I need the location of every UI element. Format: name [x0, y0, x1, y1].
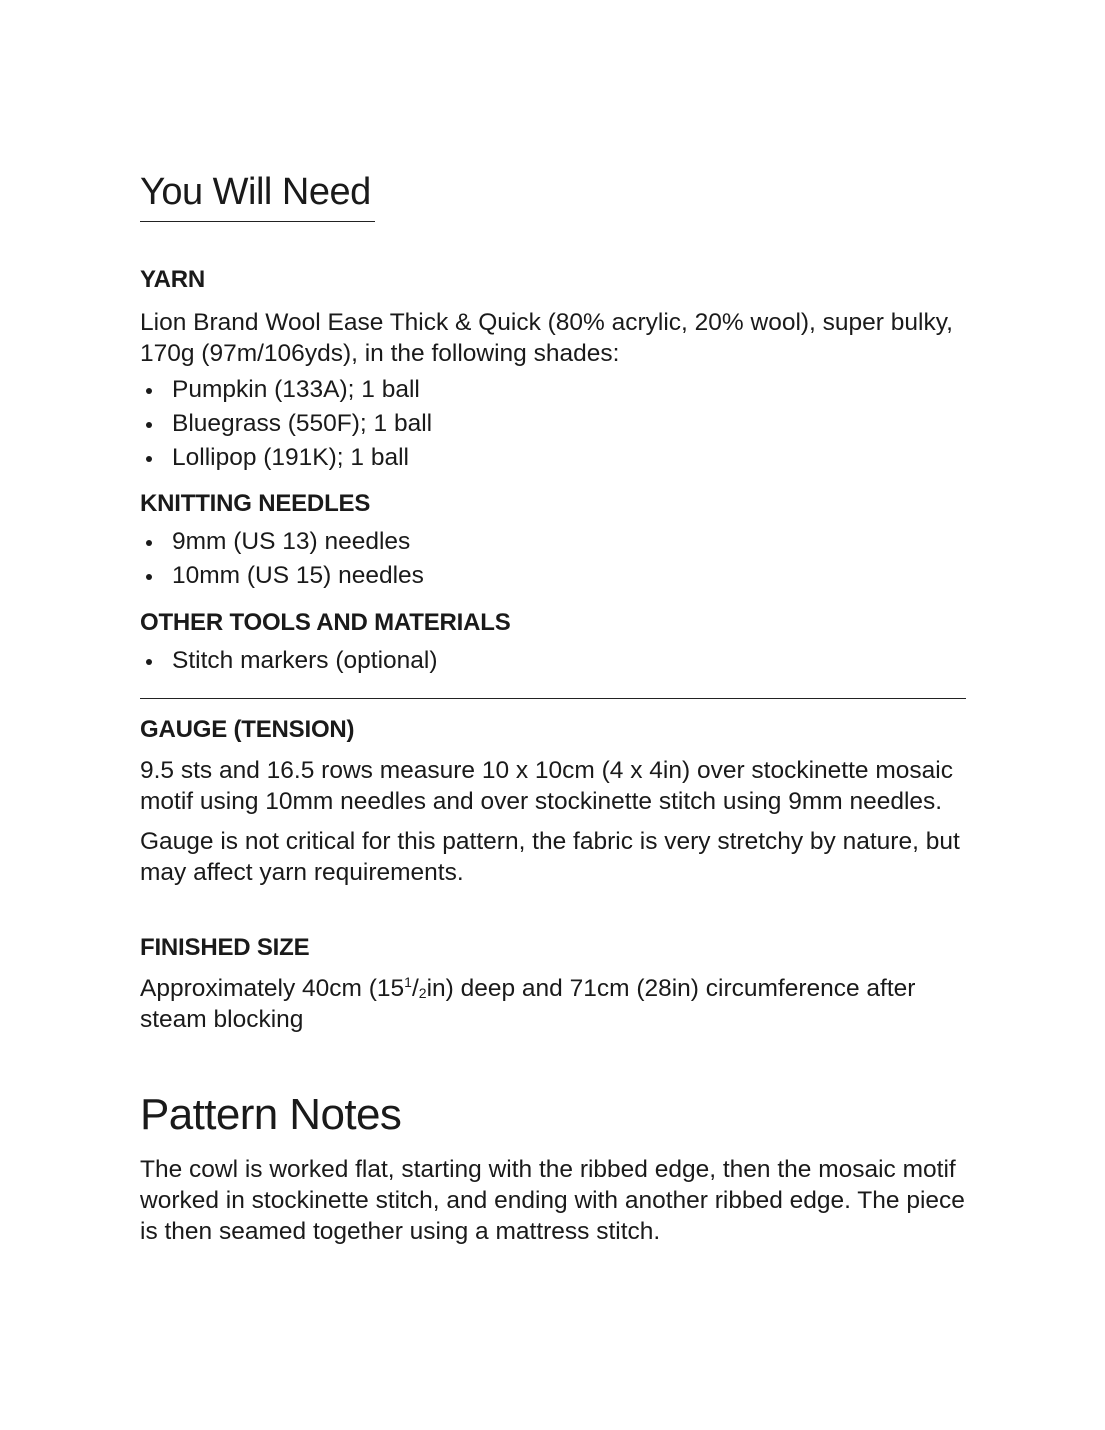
- bullet-icon: [146, 574, 152, 580]
- yarn-section: [140, 265, 966, 475]
- yarn-list: [140, 373, 966, 475]
- pattern-notes-paragraph: The cowl is worked flat, starting with the ribbed edge, then the mosaic motif worked in stockinette stitch, and ending with another ribbed edge. The piece is then seamed together using a mattress stitch.: [140, 1156, 965, 1245]
- yarn-heading: YARN: [140, 266, 206, 293]
- list-item: [140, 525, 966, 559]
- other-tools-heading: OTHER TOOLS AND MATERIALS: [140, 609, 511, 636]
- list-item: [140, 559, 966, 593]
- yarn-item-label: Pumpkin (133A); 1 ball: [172, 376, 420, 403]
- bullet-icon: [146, 540, 152, 546]
- needles-heading: KNITTING NEEDLES: [140, 490, 371, 517]
- gauge-note: Gauge is not critical for this pattern, the fabric is very stretchy by nature, but may affect yarn requirements.: [140, 828, 960, 886]
- list-item: [140, 644, 966, 678]
- yarn-item-label: Bluegrass (550F); 1 ball: [172, 410, 433, 437]
- gauge-heading: GAUGE (TENSION): [140, 716, 355, 743]
- fraction-separator: /: [411, 975, 419, 1002]
- list-item: [140, 407, 966, 441]
- title-underline: [140, 221, 375, 222]
- other-tools-list: [140, 644, 966, 678]
- finished-size-text-end: in) deep and 71cm (28in) circumference after steam blocking: [140, 975, 916, 1033]
- other-tools-item-label: Stitch markers (optional): [172, 647, 438, 674]
- bullet-icon: [146, 388, 152, 394]
- needles-section: [140, 489, 966, 593]
- other-tools-section: [140, 608, 966, 678]
- finished-size-text: [140, 973, 966, 1035]
- needles-list: [140, 525, 966, 593]
- fraction-numerator: 1: [404, 974, 412, 990]
- needles-item-label: 10mm (US 15) needles: [172, 562, 424, 589]
- bullet-icon: [146, 456, 152, 462]
- finished-size-heading: FINISHED SIZE: [140, 934, 310, 961]
- finished-size-section: [140, 933, 966, 1035]
- gauge-paragraph: 9.5 sts and 16.5 rows measure 10 x 10cm (4 x 4in) over stockinette mosaic motif using 10mm needles and over stockinette stitch using 9mm needles.: [140, 757, 953, 815]
- needles-item-label: 9mm (US 13) needles: [172, 528, 411, 555]
- finished-size-text-start: Approximately 40cm (15: [140, 975, 405, 1002]
- section-divider: [140, 698, 966, 699]
- page-title: You Will Need: [140, 171, 371, 213]
- bullet-icon: [146, 659, 152, 665]
- yarn-item-label: Lollipop (191K); 1 ball: [172, 444, 409, 471]
- fraction-denominator: 2: [418, 985, 427, 1001]
- you-will-need-header: [140, 168, 375, 222]
- gauge-section: [140, 715, 966, 888]
- list-item: [140, 441, 966, 475]
- pattern-notes-section: [140, 1089, 966, 1247]
- yarn-description: Lion Brand Wool Ease Thick & Quick (80% acrylic, 20% wool), super bulky, 170g (97m/106yds), in the following shades:: [140, 309, 953, 367]
- list-item: [140, 373, 966, 407]
- pattern-notes-title: Pattern Notes: [140, 1090, 402, 1139]
- bullet-icon: [146, 422, 152, 428]
